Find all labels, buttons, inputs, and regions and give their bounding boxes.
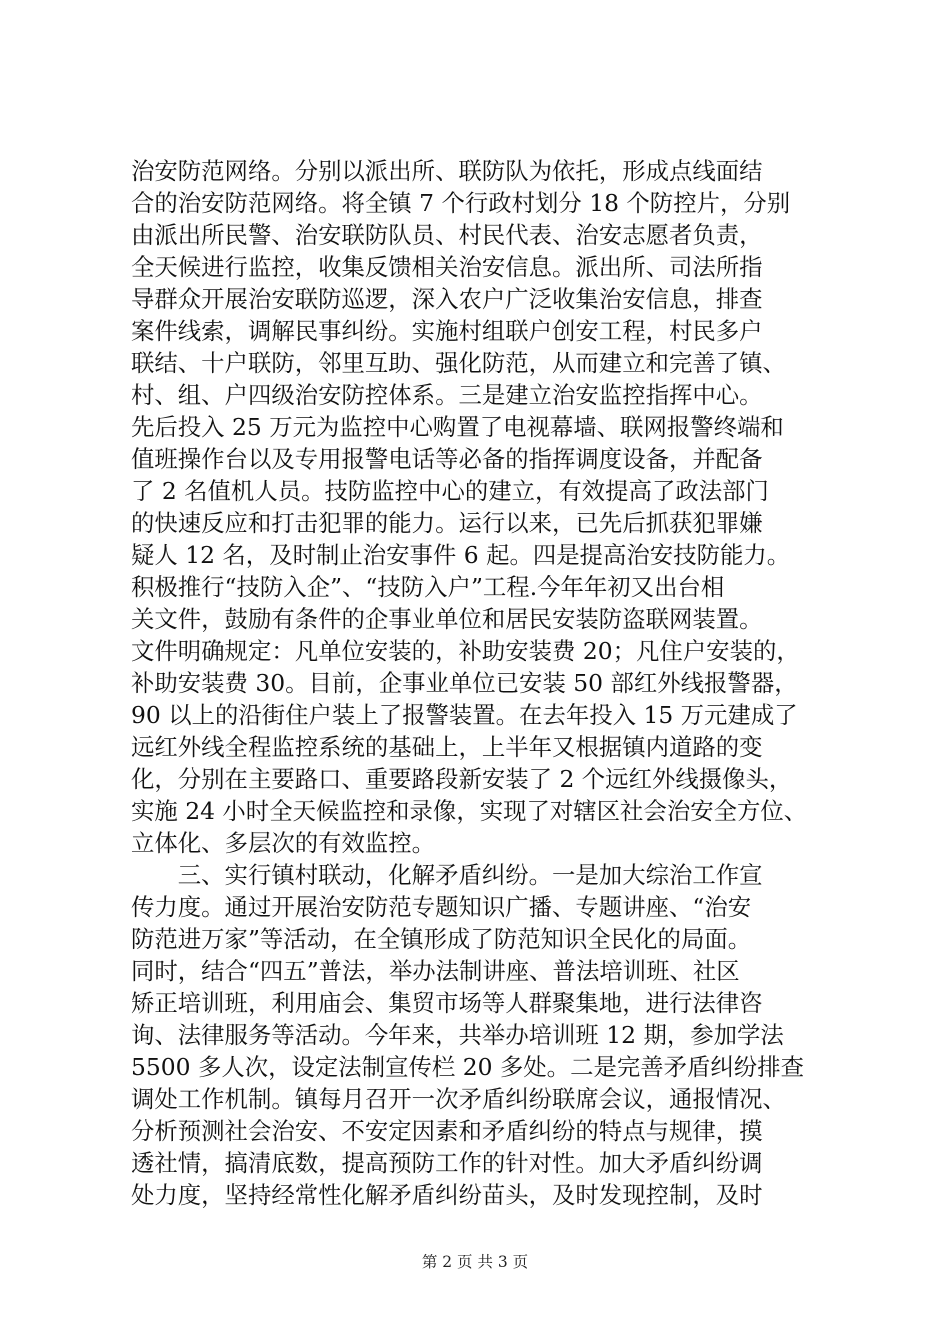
text-line: 了 2 名值机人员。技防监控中心的建立，有效提高了政法部门: [131, 477, 769, 505]
body-text: [131, 155, 827, 1211]
text-line: 补助安装费 30。目前，企事业单位已安装 50 部红外线报警器，: [131, 669, 798, 697]
text-line: 导群众开展治安联防巡逻，深入农户广泛收集治安信息，排查: [131, 285, 763, 313]
text-line: 先后投入 25 万元为监控中心购置了电视幕墙、联网报警终端和: [131, 413, 784, 441]
text-line: 调处工作机制。镇每月召开一次矛盾纠纷联席会议，通报情况、: [131, 1085, 786, 1113]
text-line: 案件线索，调解民事纠纷。实施村组联户创安工程，村民多户: [131, 317, 763, 345]
text-line: 5500 多人次，设定法制宣传栏 20 多处。二是完善矛盾纠纷排查: [131, 1053, 804, 1081]
text-line: 化，分别在主要路口、重要路段新安装了 2 个远红外线摄像头，: [131, 765, 793, 793]
text-line: 矫正培训班，利用庙会、集贸市场等人群聚集地，进行法律咨: [131, 989, 763, 1017]
text-line: 治安防范网络。分别以派出所、联防队为依托，形成点线面结: [131, 157, 763, 185]
text-line: 疑人 12 名，及时制止治安事件 6 起。四是提高治安技防能力。: [131, 541, 791, 569]
text-line: 积极推行“技防入企”、“技防入户”工程.今年年初又出台相: [131, 573, 725, 601]
text-line: 询、法律服务等活动。今年来，共举办培训班 12 期，参加学法: [131, 1021, 784, 1049]
page-number-footer: 第 2 页 共 3 页: [421, 1253, 529, 1271]
text-line: 防范进万家”等活动，在全镇形成了防范知识全民化的局面。: [131, 925, 752, 953]
text-line: 文件明确规定：凡单位安装的，补助安装费 20；凡住户安装的，: [131, 637, 800, 665]
text-line: 村、组、户四级治安防控体系。三是建立治安监控指挥中心。: [131, 381, 763, 409]
text-line: 联结、十户联防，邻里互助、强化防范，从而建立和完善了镇、: [131, 349, 786, 377]
text-line: 全天候进行监控，收集反馈相关治安信息。派出所、司法所指: [131, 253, 763, 281]
text-line: 同时，结合“四五”普法，举办法制讲座、普法培训班、社区: [131, 957, 740, 985]
text-line: 实施 24 小时全天候监控和录像，实现了对辖区社会治安全方位、: [131, 797, 808, 825]
text-line: 分析预测社会治安、不安定因素和矛盾纠纷的特点与规律，摸: [131, 1117, 763, 1145]
text-line: 由派出所民警、治安联防队员、村民代表、治安志愿者负责，: [131, 221, 763, 249]
text-line: 三、实行镇村联动，化解矛盾纠纷。一是加大综治工作宣: [131, 861, 763, 889]
text-line: 传力度。通过开展治安防范专题知识广播、专题讲座、“治安: [131, 893, 752, 921]
text-line: 处力度，坚持经常性化解矛盾纠纷苗头，及时发现控制，及时: [131, 1181, 763, 1209]
text-line: 远红外线全程监控系统的基础上，上半年又根据镇内道路的变: [131, 733, 763, 761]
text-line: 值班操作台以及专用报警电话等必备的指挥调度设备，并配备: [131, 445, 763, 473]
text-line: 透社情，搞清底数，提高预防工作的针对性。加大矛盾纠纷调: [131, 1149, 763, 1177]
text-line: 合的治安防范网络。将全镇 7 个行政村划分 18 个防控片，分别: [131, 189, 791, 217]
text-line: 关文件，鼓励有条件的企事业单位和居民安装防盗联网装置。: [131, 605, 763, 633]
text-line: 90 以上的沿街住户装上了报警装置。在去年投入 15 万元建成了: [131, 701, 798, 729]
text-line: 的快速反应和打击犯罪的能力。运行以来，已先后抓获犯罪嫌: [131, 509, 763, 537]
text-line: 立体化、多层次的有效监控。: [131, 829, 436, 857]
